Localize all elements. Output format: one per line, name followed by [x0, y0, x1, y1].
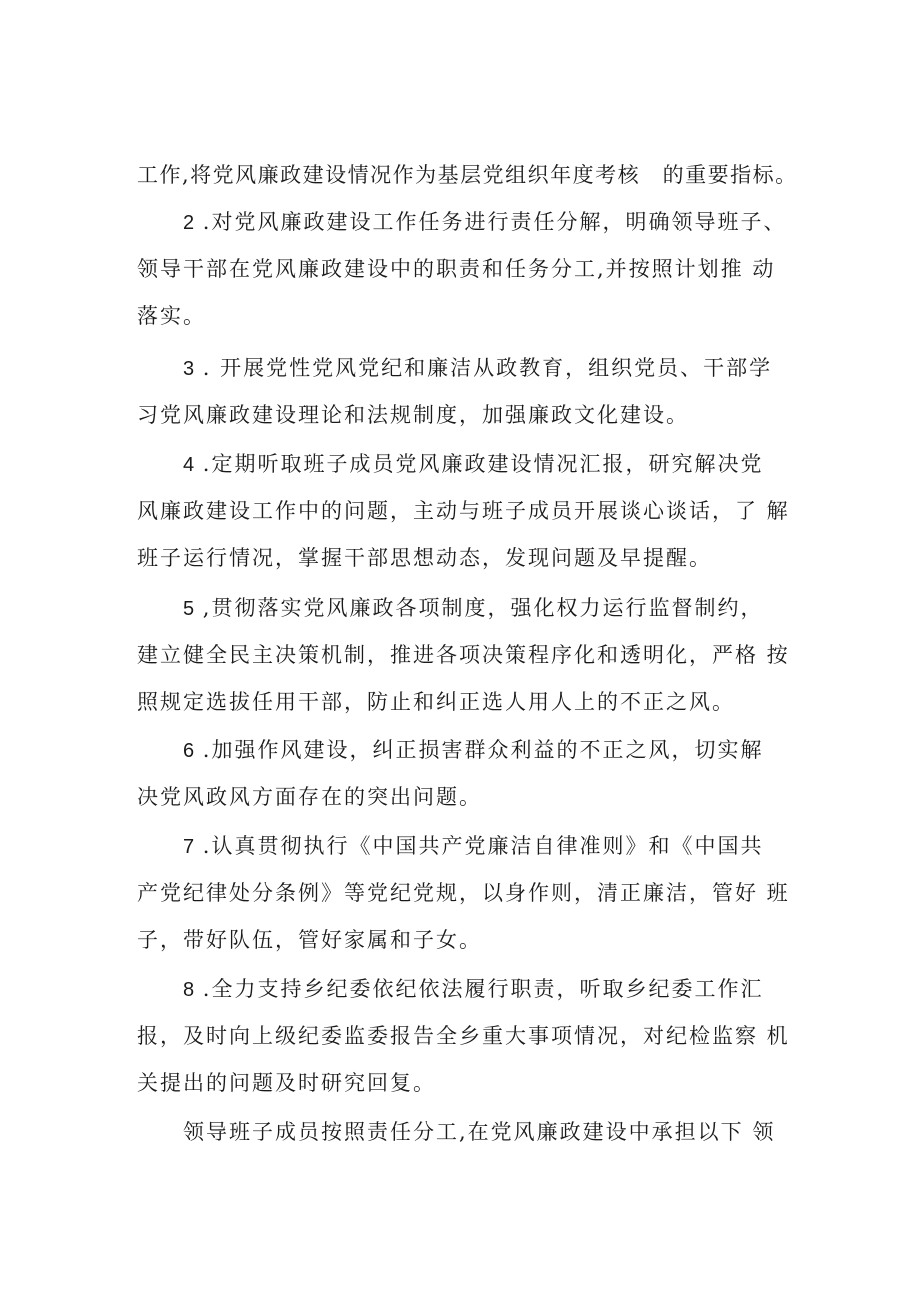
- text-line: [183, 735, 763, 765]
- text-line: [137, 160, 798, 190]
- line-text: 领导班子成员按照责任分工,在党风廉政建设中承担以下 领: [183, 1120, 776, 1144]
- text-line: [183, 974, 763, 1004]
- text-line: [137, 925, 482, 955]
- text-line: [137, 782, 482, 812]
- text-line: [183, 1117, 775, 1147]
- line-text: ,贯彻落实党风廉政各项制度，强化权力运行监督制约，: [194, 596, 764, 620]
- text-line: [137, 687, 735, 717]
- line-text: 落实。: [137, 304, 206, 328]
- line-text: 习党风廉政建设理论和法规制度，加强廉政文化建设。: [137, 403, 689, 427]
- line-text: 产党纪律处分条例》等党纪党规，以身作则，清正廉洁，管好 班: [137, 881, 790, 905]
- text-line: [183, 449, 763, 479]
- line-text: 班子运行情况，掌握干部思想动态，发现问题及早提醒。: [137, 546, 712, 570]
- line-text: .全力支持乡纪委依纪依法履行职责，听取乡纪委工作汇: [194, 977, 764, 1001]
- item-number: 5: [183, 598, 195, 620]
- text-line: [137, 878, 790, 908]
- line-text: .认真贯彻执行《中国共产党廉洁自律准则》和《中国共: [194, 834, 764, 858]
- text-line: [137, 640, 790, 670]
- line-text: 风廉政建设工作中的问题，主动与班子成员开展谈心谈话，了 解: [137, 499, 790, 523]
- text-line: [137, 254, 775, 284]
- line-text: 关提出的问题及时研究回复。: [137, 1071, 436, 1095]
- line-text: 领导干部在党风廉政建设中的职责和任务分工,并按照计划推 动: [137, 257, 776, 281]
- line-text: 建立健全民主决策机制，推进各项决策程序化和透明化，严格 按: [137, 643, 790, 667]
- line-text: 子，带好队伍，管好家属和子女。: [137, 928, 482, 952]
- text-line: [137, 1068, 436, 1098]
- item-number: 6: [183, 740, 195, 762]
- line-text: 照规定选拔任用干部，防止和纠正选人用人上的不正之风。: [137, 690, 735, 714]
- text-line: [137, 400, 689, 430]
- text-line: [183, 353, 772, 383]
- text-line: [183, 593, 763, 623]
- text-line: [183, 207, 786, 237]
- item-number: 4: [183, 454, 195, 476]
- text-line: [183, 831, 763, 861]
- item-number: 2: [183, 212, 195, 234]
- item-number: 3: [183, 358, 195, 380]
- line-text: .定期听取班子成员党风廉政建设情况汇报，研究解决党: [194, 452, 764, 476]
- line-text: 报，及时向上级纪委监委报告全乡重大事项情况，对纪检监察 机: [137, 1024, 790, 1048]
- line-text: .加强作风建设，纠正损害群众利益的不正之风，切实解: [194, 738, 764, 762]
- item-number: 8: [183, 979, 195, 1001]
- line-text: .对党风廉政建设工作任务进行责任分解，明确领导班子、: [194, 210, 787, 234]
- text-line: [137, 1021, 790, 1051]
- line-text: 决党风政风方面存在的突出问题。: [137, 785, 482, 809]
- line-text: 工作,将党风廉政建设情况作为基层党组织年度考核 的重要指标。: [137, 163, 798, 187]
- text-line: [137, 301, 206, 331]
- text-line: [137, 496, 790, 526]
- item-number: 7: [183, 836, 195, 858]
- line-text: . 开展党性党风党纪和廉洁从政教育，组织党员、干部学: [194, 356, 773, 380]
- text-line: [137, 543, 712, 573]
